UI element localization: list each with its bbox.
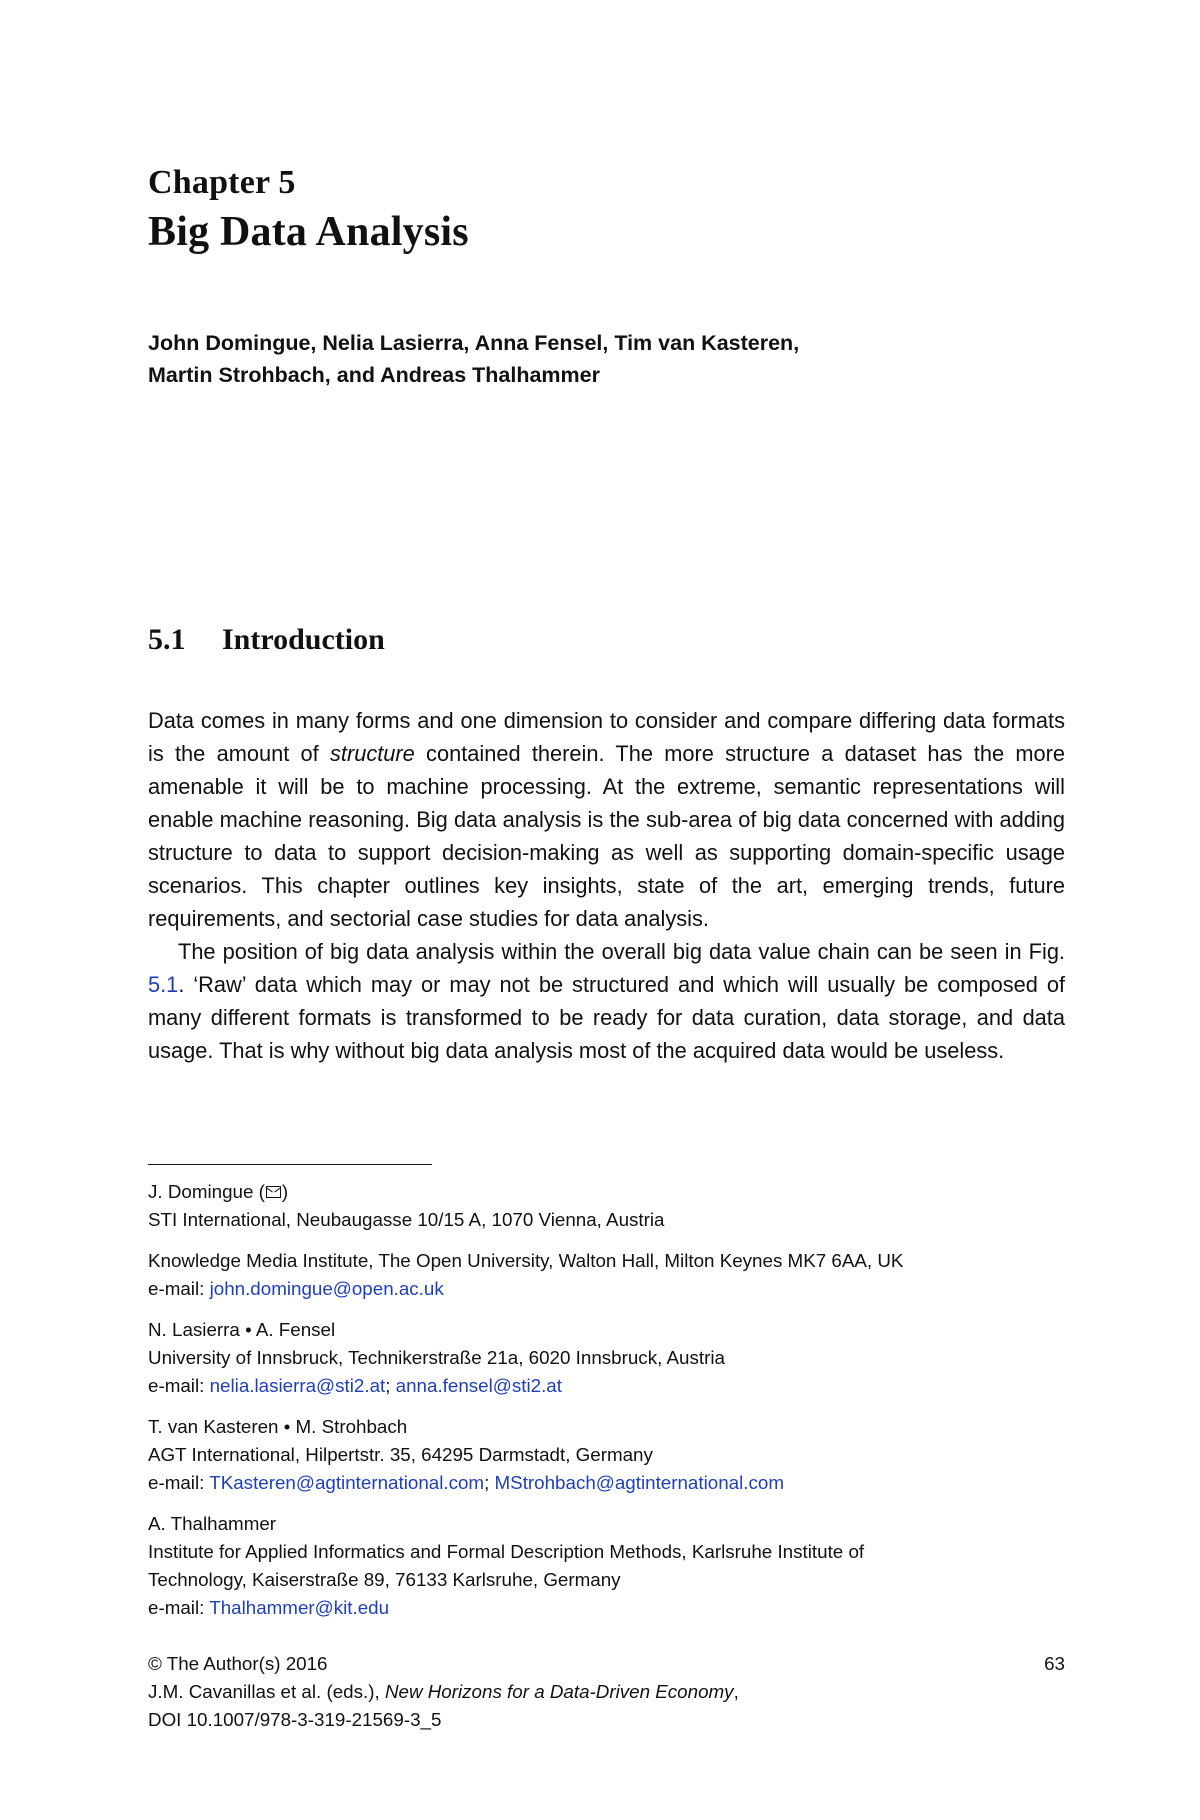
footnote-lasierra-fensel	[148, 1316, 1065, 1400]
footnote-affiliation: Institute for Applied Informatics and Formal Description Methods, Karlsruhe Institute of	[148, 1541, 865, 1562]
footnote-email-line: e-mail: john.domingue@open.ac.uk	[148, 1278, 444, 1299]
email-link[interactable]: TKasteren@agtinternational.com	[209, 1472, 485, 1493]
author-footnotes	[148, 1178, 1065, 1635]
chapter-label: Chapter 5	[148, 164, 296, 201]
footnote-affiliation: University of Innsbruck, Technikerstraße 21a, 6020 Innsbruck, Austria	[148, 1347, 725, 1368]
publication-info	[148, 1650, 1065, 1734]
footnote-affiliation: Technology, Kaiserstraße 89, 76133 Karlsruhe, Germany	[148, 1569, 621, 1590]
footnote-thalhammer	[148, 1510, 1065, 1622]
section-title: Introduction	[222, 623, 385, 656]
body-text	[148, 704, 1065, 1067]
footnote-name: J. Domingue ( )	[148, 1181, 289, 1202]
paragraph-1	[148, 704, 1065, 935]
footnote-name: A. Thalhammer	[148, 1513, 277, 1534]
footnote-name: N. Lasierra • A. Fensel	[148, 1319, 336, 1340]
footnote-kmi	[148, 1247, 1065, 1303]
footnote-affiliation: AGT International, Hilpertstr. 35, 64295 Darmstadt, Germany	[148, 1444, 653, 1465]
p1-text-a: Data comes in many forms and one dimension to consider and compare differing data formats is the amount of	[148, 708, 1065, 766]
author-list	[148, 327, 1065, 391]
footnote-email-line: e-mail: nelia.lasierra@sti2.at; anna.fensel@sti2.at	[148, 1375, 562, 1396]
footnote-email-line: e-mail: Thalhammer@kit.edu	[148, 1597, 390, 1618]
book-title: New Horizons for a Data-Driven Economy	[384, 1681, 734, 1702]
email-link[interactable]: MStrohbach@agtinternational.com	[494, 1472, 784, 1493]
paper-page	[148, 0, 1065, 1820]
authors-line-2: Martin Strohbach, and Andreas Thalhammer	[148, 363, 600, 387]
footnote-affiliation: STI International, Neubaugasse 10/15 A, 1070 Vienna, Austria	[148, 1209, 665, 1230]
footnote-name: T. van Kasteren • M. Strohbach	[148, 1416, 408, 1437]
paragraph-2	[148, 935, 1065, 1067]
p2-text-b: . ‘Raw’ data which may or may not be structured and which will usually be composed of many different formats is transformed to be ready for data curation, data storage, and data usage. That is why without big data analysis most of the acquired data would be useless.	[148, 972, 1065, 1063]
footnote-affiliation: Knowledge Media Institute, The Open University, Walton Hall, Milton Keynes MK7 6AA, UK	[148, 1250, 904, 1271]
email-link[interactable]: nelia.lasierra@sti2.at	[209, 1375, 386, 1396]
footnote-email-line: e-mail: TKasteren@agtinternational.com; MStrohbach@agtinternational.com	[148, 1472, 784, 1493]
figure-link[interactable]: 5.1	[148, 972, 179, 997]
email-link[interactable]: Thalhammer@kit.edu	[209, 1597, 390, 1618]
page-number: 63	[1044, 1653, 1065, 1674]
email-link[interactable]: anna.fensel@sti2.at	[395, 1375, 562, 1396]
authors-line-1: John Domingue, Nelia Lasierra, Anna Fensel, Tim van Kasteren,	[148, 331, 800, 355]
p1-emphasis: structure	[329, 741, 415, 766]
chapter-title: Big Data Analysis	[148, 209, 469, 255]
envelope-icon	[266, 1186, 281, 1198]
section-number: 5.1	[148, 623, 186, 656]
section-heading	[148, 623, 385, 657]
footnote-kasteren-strohbach	[148, 1413, 1065, 1497]
copyright: © The Author(s) 2016	[148, 1653, 328, 1674]
email-link[interactable]: john.domingue@open.ac.uk	[209, 1278, 444, 1299]
footnote-divider	[148, 1164, 432, 1165]
p1-text-b: contained therein. The more structure a dataset has the more amenable it will be to machine processing. At the extreme, semantic representations will enable machine reasoning. Big data analysis is the sub-area of big data concerned with adding structure to data to support decision-making as well as supporting domain-specific usage scenarios. This chapter outlines key insights, state of the art, emerging trends, future requirements, and sectorial case studies for data analysis.	[148, 741, 1065, 931]
doi: DOI 10.1007/978-3-319-21569-3_5	[148, 1709, 442, 1730]
p2-text-a: The position of big data analysis within the overall big data value chain can be seen in Fig.	[178, 939, 1065, 964]
footnote-domingue	[148, 1178, 1065, 1234]
book-citation: J.M. Cavanillas et al. (eds.), New Horizons for a Data-Driven Economy,	[148, 1681, 739, 1702]
